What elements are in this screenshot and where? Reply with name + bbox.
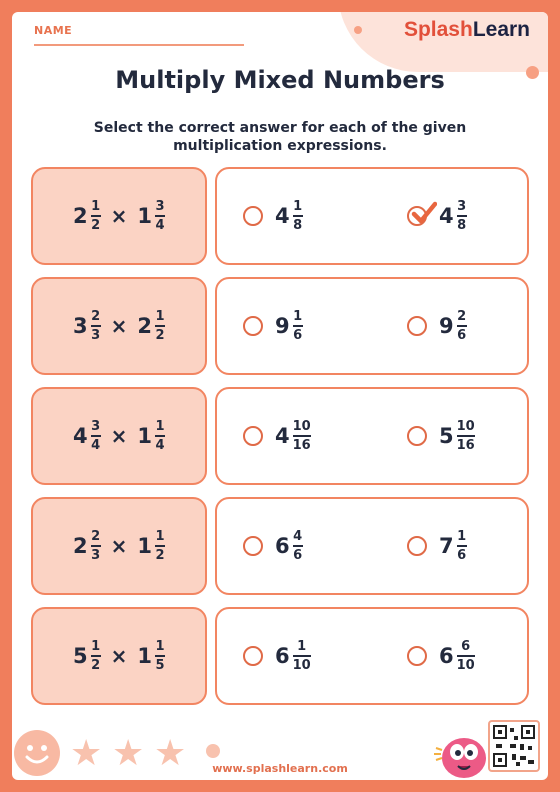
star-icon: ★ — [70, 733, 103, 774]
numerator: 2 — [91, 529, 101, 545]
fraction-bar — [155, 545, 165, 547]
answer-option[interactable] — [243, 169, 303, 263]
numerator: 1 — [457, 529, 467, 545]
whole-part: 5 — [72, 644, 88, 668]
answer-box — [215, 387, 529, 485]
denominator: 10 — [292, 657, 311, 673]
denominator: 6 — [293, 327, 303, 343]
whole-part: 2 — [72, 204, 88, 228]
mixed-number-left — [73, 199, 101, 233]
numerator: 1 — [155, 419, 165, 435]
mixed-number-answer — [439, 529, 467, 563]
fraction — [91, 639, 101, 673]
fraction-bar — [155, 325, 165, 327]
fraction-bar — [293, 545, 303, 547]
mixed-number-answer — [439, 419, 475, 453]
decorative-dot — [354, 26, 362, 34]
expression-box — [31, 167, 207, 265]
whole-part: 4 — [275, 424, 290, 448]
monster-mascot-icon — [430, 720, 494, 780]
denominator: 2 — [91, 217, 101, 233]
fraction-bar — [457, 215, 467, 217]
radio-button[interactable] — [243, 206, 263, 226]
answer-option[interactable] — [243, 609, 311, 703]
fraction — [91, 419, 101, 453]
mixed-number-right — [137, 309, 165, 343]
worksheet-page — [12, 12, 548, 780]
denominator: 6 — [457, 547, 467, 563]
star-icon: ★ — [154, 733, 187, 774]
numerator: 1 — [155, 639, 165, 655]
radio-button[interactable] — [243, 316, 263, 336]
name-line[interactable] — [34, 44, 244, 46]
fraction — [91, 529, 101, 563]
fraction — [293, 419, 311, 453]
denominator: 2 — [155, 327, 165, 343]
multiply-operator: × — [110, 204, 128, 228]
numerator: 1 — [297, 639, 307, 655]
whole-part: 6 — [439, 644, 454, 668]
denominator: 4 — [91, 437, 101, 453]
answer-option[interactable] — [407, 389, 475, 483]
denominator: 16 — [456, 437, 475, 453]
mixed-number-answer — [439, 639, 475, 673]
whole-part: 9 — [439, 314, 454, 338]
numerator: 3 — [91, 419, 101, 435]
numerator: 3 — [457, 199, 467, 215]
answer-option[interactable] — [243, 499, 303, 593]
numerator: 3 — [155, 199, 165, 215]
expression-box — [31, 497, 207, 595]
whole-part: 7 — [439, 534, 454, 558]
star-icon: ★ — [112, 733, 145, 774]
answer-option[interactable] — [407, 609, 475, 703]
footer-url[interactable]: www.splashlearn.com — [212, 762, 348, 775]
denominator: 3 — [91, 547, 101, 563]
question-row — [31, 387, 531, 485]
decorative-dot — [206, 744, 220, 758]
mixed-number-answer — [439, 309, 467, 343]
mixed-number-right — [137, 199, 165, 233]
whole-part: 1 — [137, 424, 152, 448]
fraction-bar — [293, 325, 303, 327]
fraction-bar — [155, 655, 165, 657]
numerator: 4 — [293, 529, 303, 545]
radio-button[interactable] — [243, 536, 263, 556]
qr-code — [488, 720, 540, 772]
denominator: 4 — [155, 217, 165, 233]
fraction-bar — [91, 325, 101, 327]
mixed-number-left — [73, 639, 101, 673]
mixed-number-answer — [275, 309, 303, 343]
fraction-bar — [457, 655, 475, 657]
mixed-number-answer — [275, 199, 303, 233]
numerator: 1 — [155, 529, 165, 545]
multiply-operator: × — [110, 534, 128, 558]
fraction-bar — [91, 545, 101, 547]
question-row — [31, 167, 531, 265]
fraction — [457, 639, 475, 673]
mixed-number-left — [73, 309, 101, 343]
fraction — [91, 199, 101, 233]
question-row — [31, 607, 531, 705]
numerator: 2 — [457, 309, 467, 325]
denominator: 3 — [91, 327, 101, 343]
denominator: 2 — [155, 547, 165, 563]
fraction — [293, 199, 303, 233]
fraction-bar — [91, 435, 101, 437]
mixed-number-left — [73, 419, 101, 453]
fraction-bar — [91, 215, 101, 217]
fraction-bar — [155, 435, 165, 437]
fraction — [155, 309, 165, 343]
mixed-number-right — [137, 529, 165, 563]
fraction — [293, 529, 303, 563]
fraction-bar — [457, 545, 467, 547]
fraction-bar — [155, 215, 165, 217]
fraction-bar — [91, 655, 101, 657]
fraction-bar — [293, 655, 311, 657]
page-title: Multiply Mixed Numbers — [115, 66, 445, 94]
whole-part: 2 — [137, 314, 152, 338]
answer-option[interactable] — [407, 279, 467, 373]
radio-button[interactable] — [407, 646, 427, 666]
fraction — [155, 639, 165, 673]
answer-box — [215, 167, 529, 265]
name-label: NAME — [34, 24, 73, 37]
denominator: 10 — [456, 657, 475, 673]
answer-box — [215, 607, 529, 705]
radio-button[interactable] — [243, 646, 263, 666]
denominator: 2 — [91, 657, 101, 673]
mixed-number-answer — [439, 199, 467, 233]
whole-part: 4 — [275, 204, 290, 228]
radio-button[interactable] — [407, 206, 427, 226]
denominator: 5 — [155, 657, 165, 673]
splashlearn-logo: SplashLearn — [403, 18, 530, 41]
answer-box — [215, 277, 529, 375]
instructions: Select the correct answer for each of the given multiplication expressions. — [93, 120, 467, 154]
answer-option[interactable] — [407, 169, 467, 263]
whole-part: 9 — [275, 314, 290, 338]
numerator: 1 — [155, 309, 165, 325]
answer-option[interactable] — [407, 499, 467, 593]
multiply-operator: × — [110, 314, 128, 338]
expression-box — [31, 607, 207, 705]
whole-part: 6 — [275, 644, 290, 668]
mixed-number-right — [137, 639, 165, 673]
whole-part: 3 — [72, 314, 88, 338]
whole-part: 1 — [137, 534, 152, 558]
radio-button[interactable] — [407, 426, 427, 446]
fraction — [293, 639, 311, 673]
whole-part: 1 — [137, 644, 152, 668]
fraction — [155, 529, 165, 563]
numerator: 6 — [461, 639, 471, 655]
denominator: 4 — [155, 437, 165, 453]
mixed-number-answer — [275, 639, 311, 673]
fraction — [457, 529, 467, 563]
expression-box — [31, 277, 207, 375]
denominator: 16 — [292, 437, 311, 453]
mixed-number-answer — [275, 529, 303, 563]
whole-part: 1 — [137, 204, 152, 228]
expression-box — [31, 387, 207, 485]
numerator: 2 — [91, 309, 101, 325]
fraction — [457, 309, 467, 343]
numerator: 1 — [91, 199, 101, 215]
mixed-number-answer — [275, 419, 311, 453]
whole-part: 2 — [72, 534, 88, 558]
fraction — [457, 419, 475, 453]
radio-button[interactable] — [407, 316, 427, 336]
multiply-operator: × — [110, 644, 128, 668]
mixed-number-left — [73, 529, 101, 563]
radio-button[interactable] — [243, 426, 263, 446]
numerator: 10 — [456, 419, 475, 435]
answer-option[interactable] — [243, 279, 303, 373]
whole-part: 4 — [439, 204, 454, 228]
answer-box — [215, 497, 529, 595]
numerator: 1 — [293, 309, 303, 325]
fraction-bar — [293, 435, 311, 437]
denominator: 6 — [293, 547, 303, 563]
denominator: 6 — [457, 327, 467, 343]
numerator: 1 — [91, 639, 101, 655]
fraction-bar — [457, 435, 475, 437]
numerator: 10 — [292, 419, 311, 435]
checkmark-icon — [411, 200, 437, 226]
mixed-number-right — [137, 419, 165, 453]
fraction — [91, 309, 101, 343]
multiply-operator: × — [110, 424, 128, 448]
fraction — [293, 309, 303, 343]
whole-part: 4 — [72, 424, 88, 448]
question-list — [31, 167, 531, 717]
fraction — [155, 199, 165, 233]
denominator: 8 — [293, 217, 303, 233]
question-row — [31, 497, 531, 595]
fraction — [457, 199, 467, 233]
whole-part: 6 — [275, 534, 290, 558]
fraction-bar — [457, 325, 467, 327]
fraction-bar — [293, 215, 303, 217]
numerator: 1 — [293, 199, 303, 215]
denominator: 8 — [457, 217, 467, 233]
answer-option[interactable] — [243, 389, 311, 483]
question-row — [31, 277, 531, 375]
radio-button[interactable] — [407, 536, 427, 556]
whole-part: 5 — [439, 424, 454, 448]
fraction — [155, 419, 165, 453]
